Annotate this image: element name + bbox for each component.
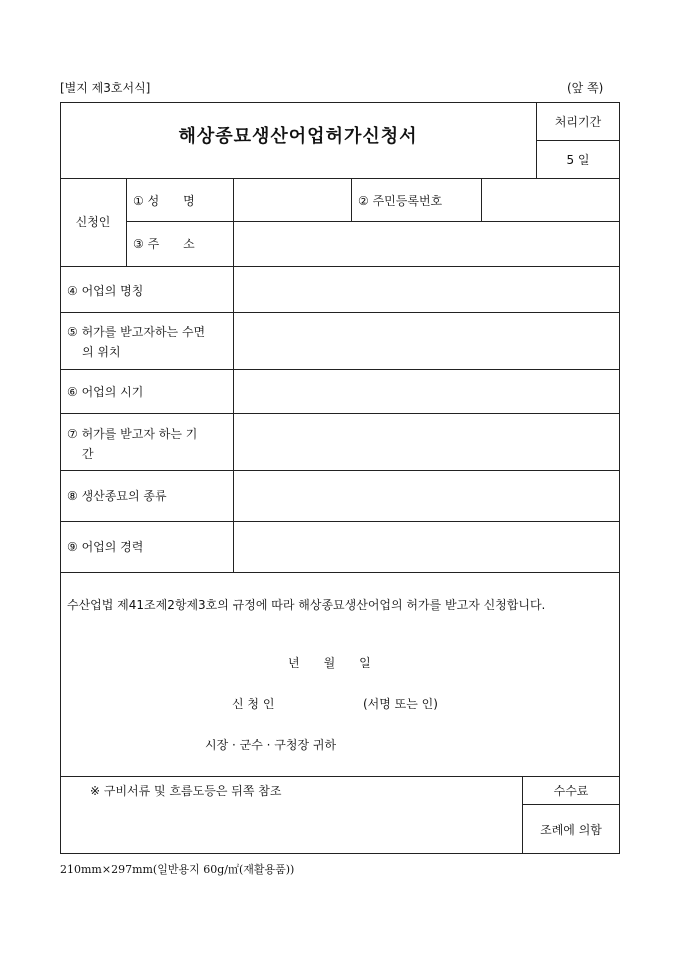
declaration-statement: 수산업법 제41조제2항제3호의 규정에 따라 해상종묘생산어업의 허가를 받고자 신청합니다.	[67, 598, 546, 612]
processing-period-label: 처리기간	[554, 115, 602, 129]
water-location-label-line1: ⑤ 허가를 받고자하는 수면	[67, 325, 206, 339]
signature-field[interactable]	[285, 692, 357, 714]
water-location-field[interactable]	[234, 313, 619, 369]
resident-number-field[interactable]	[482, 179, 619, 220]
signature-note: (서명 또는 인)	[363, 697, 438, 711]
form-title: 해상종묘생산어업허가신청서	[178, 126, 418, 147]
applicant-section-label: 신청인	[75, 215, 111, 229]
date-line: 년 월 일	[288, 656, 371, 670]
water-location-label-line2: 의 위치	[82, 345, 121, 359]
fishery-experience-field[interactable]	[234, 522, 619, 572]
applicant-signature-label: 신 청 인	[232, 697, 275, 711]
name-label: ① 성 명	[133, 194, 195, 208]
fee-label: 수수료	[553, 784, 589, 798]
seedling-type-label: ⑧ 생산종묘의 종류	[67, 489, 167, 503]
name-field[interactable]	[234, 179, 350, 220]
fishery-name-label: ④ 어업의 명칭	[67, 284, 144, 298]
permit-period-label-line2: 간	[82, 447, 94, 461]
recipient-line: 시장 · 군수 · 구청장 귀하	[205, 738, 337, 752]
form-number-label: [별지 제3호서식]	[60, 81, 151, 95]
permit-period-field[interactable]	[234, 414, 619, 470]
fishery-season-label: ⑥ 어업의 시기	[67, 385, 144, 399]
page-side-label: (앞 쪽)	[567, 81, 604, 95]
paper-spec: 210mm×297mm(일반용지 60g/㎡(재활용품))	[60, 863, 295, 876]
address-field[interactable]	[234, 222, 619, 265]
fishery-season-field[interactable]	[234, 370, 619, 413]
fee-value: 조례에 의함	[540, 823, 602, 837]
seedling-type-field[interactable]	[234, 471, 619, 521]
fishery-experience-label: ⑨ 어업의 경력	[67, 540, 144, 554]
resident-number-label: ② 주민등록번호	[358, 194, 443, 208]
processing-period-value: 5 일	[566, 153, 590, 167]
attachments-note: ※ 구비서류 및 흐름도등은 뒤쪽 참조	[90, 784, 282, 798]
address-label: ③ 주 소	[133, 237, 195, 251]
permit-period-label-line1: ⑦ 허가를 받고자 하는 기	[67, 427, 198, 441]
fishery-name-field[interactable]	[234, 267, 619, 312]
